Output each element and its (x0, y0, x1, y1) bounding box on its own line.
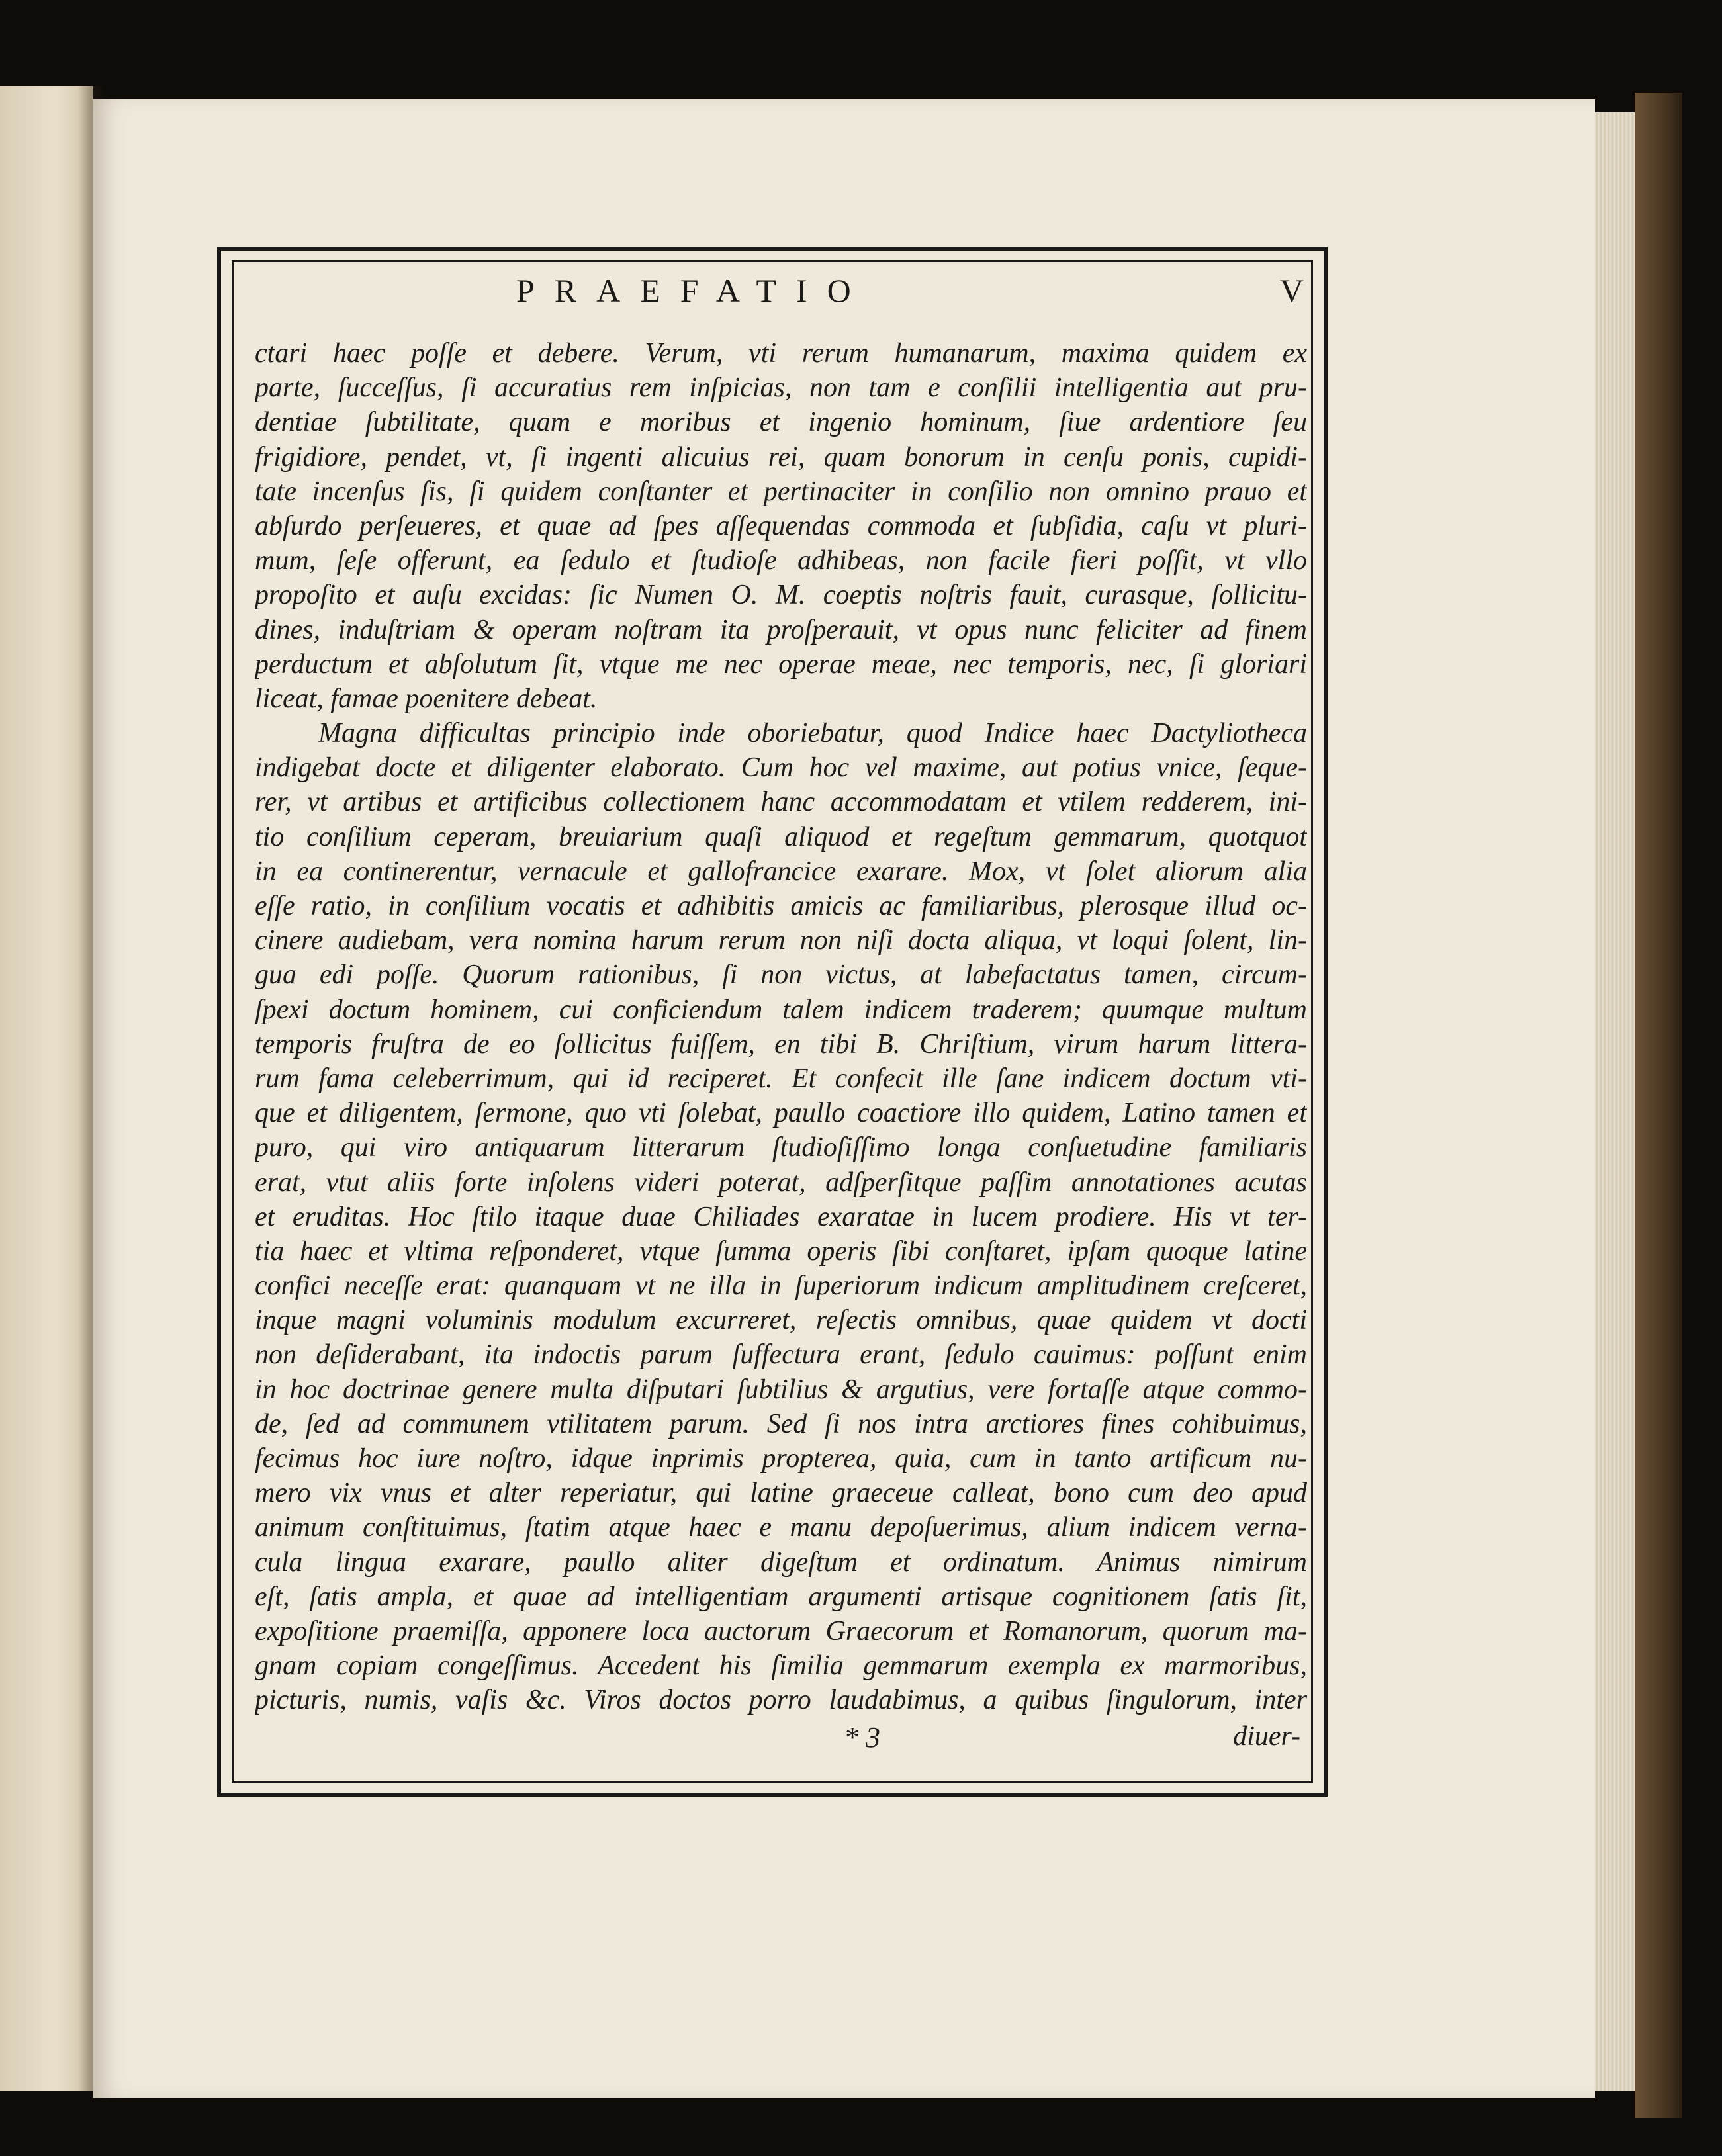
text-line: que et diligentem, ſermone, quo vti ſolebat, paullo coactiore illo quidem, Latino tamen et (255, 1098, 1307, 1129)
text-line: dines, induſtriam & operam noſtram ita proſperauit, vt opus nunc feliciter ad finem (255, 614, 1307, 645)
text-line: Magna difficultas principio inde oboriebatur, quod Indice haec Dactyliotheca (318, 718, 1307, 749)
text-line: liceat, famae poenitere debeat. (255, 683, 598, 714)
text-line: animum conſtituimus, ſtatim atque haec e manu depoſuerimus, alium indicem verna- (255, 1512, 1307, 1543)
text-line: propoſito et auſu excidas: ſic Numen O. M. coeptis noſtris fauit, curasque, ſollicitu- (255, 580, 1307, 611)
text-line: picturis, numis, vaſis &c. Viros doctos porro laudabimus, a quibus ſingulorum, inter (255, 1685, 1307, 1716)
text-line: cinere audiebam, vera nomina harum rerum non niſi docta aliqua, vt loqui ſolent, lin- (255, 925, 1307, 956)
text-line: rum fama celeberrimum, qui id reciperet. Et confecit ille ſane indicem doctum vti- (255, 1063, 1307, 1094)
page-stack-edge (1595, 112, 1635, 2091)
text-line: ſpexi doctum hominem, cui conficiendum talem indicem traderem; quumque multum (255, 994, 1307, 1025)
text-line: non deſiderabant, ita indoctis parum ſuffectura erant, ſedulo cauimus: poſſunt enim (255, 1339, 1307, 1370)
text-line: puro, qui viro antiquarum litterarum ſtudioſiſſimo longa conſuetudine familiaris (255, 1132, 1307, 1163)
text-line: frigidiore, pendet, vt, ſi ingenti alicuius rei, quam bonorum in cenſu ponis, cupidi- (255, 441, 1307, 472)
signature-mark: * 3 (844, 1721, 880, 1754)
text-line: de, ſed ad communem vtilitatem parum. Sed ſi nos intra arctiores fines cohibuimus, (255, 1408, 1307, 1439)
text-line: tate incenſus ſis, ſi quidem conſtanter et pertinaciter in conſilio non omnino prauo et (255, 476, 1307, 507)
text-line: in ea continerentur, vernacule et gallofrancice exarare. Mox, vt ſolet aliorum alia (255, 856, 1307, 887)
text-line: confici neceſſe erat: quanquam vt ne illa in ſuperiorum indicum amplitudinem creſceret, (255, 1271, 1307, 1302)
text-line: erat, vtut aliis forte inſolens videri poterat, adſperſitque paſſim annotationes acutas (255, 1167, 1307, 1198)
text-line: temporis fruſtra de eo ſollicitus fuiſſem, en tibi B. Chriſtium, virum harum littera- (255, 1028, 1307, 1059)
text-line: dentiae ſubtilitate, quam e moribus et ingenio hominum, ſiue ardentiore ſeu (255, 407, 1307, 438)
text-line: mum, ſeſe offerunt, ea ſedulo et ſtudioſe adhibeas, non facile fieri poſſit, vt vllo (255, 545, 1307, 576)
text-line: indigebat docte et diligenter elaborato. Cum hoc vel maxime, aut potius vnice, ſeque- (255, 752, 1307, 784)
running-header (251, 271, 1310, 318)
book-cover-edge (1635, 93, 1682, 2118)
text-line: gnam copiam congeſſimus. Accedent his ſimilia gemmarum exempla ex marmoribus, (255, 1650, 1307, 1682)
text-line: abſurdo perſeueres, et quae ad ſpes aſſequendas commoda et ſubſidia, caſu vt pluri- (255, 510, 1307, 541)
catchword: diuer- (1233, 1721, 1300, 1752)
text-line: tia haec et vltima reſponderet, vtque ſumma operis ſibi conſtaret, ipſam quoque latine (255, 1235, 1307, 1267)
text-line: cula lingua exarare, paullo aliter digeſtum et ordinatum. Animus nimirum (255, 1547, 1307, 1578)
text-line: expoſitione praemiſſa, apponere loca auctorum Graecorum et Romanorum, quorum ma- (255, 1615, 1307, 1646)
page-number: V (1279, 272, 1304, 309)
page-title: PRAEFATIO (516, 272, 871, 309)
text-line: rer, vt artibus et artificibus collectionem hanc accommodatam et vtilem redderem, ini- (255, 787, 1307, 818)
text-line: eſt, ſatis ampla, et quae ad intelligentiam argumenti artisque cognitionem ſatis ſit, (255, 1581, 1307, 1612)
text-line: perductum et abſolutum ſit, vtque me nec operae meae, nec temporis, nec, ſi gloriari (255, 649, 1307, 680)
page-footer (255, 1721, 1307, 1760)
text-line: gua edi poſſe. Quorum rationibus, ſi non victus, at labefactatus tamen, circum- (255, 960, 1307, 991)
text-line: parte, ſucceſſus, ſi accuratius rem inſpicias, non tam e conſilii intelligentia aut pru- (255, 373, 1307, 404)
text-line: et eruditas. Hoc ſtilo itaque duae Chiliades exaratae in lucem prodiere. His vt ter- (255, 1201, 1307, 1232)
text-line: inque magni voluminis modulum excurreret, reſectis omnibus, quae quidem vt docti (255, 1305, 1307, 1336)
text-line: ctari haec poſſe et debere. Verum, vti rerum humanarum, maxima quidem ex (255, 338, 1307, 369)
text-line: mero vix vnus et alter reperiatur, qui latine graeceue calleat, bono cum deo apud (255, 1478, 1307, 1509)
text-line: eſſe ratio, in conſilium vocatis et adhibitis amicis ac familiaribus, plerosque illud oc- (255, 891, 1307, 921)
text-line: tio conſilium ceperam, breuiarium quaſi aliquod et regeſtum gemmarum, quotquot (255, 821, 1307, 852)
text-line: fecimus hoc iure noſtro, idque inprimis propterea, quia, cum in tanto artificum nu- (255, 1443, 1307, 1474)
body-text (255, 336, 1307, 1718)
text-line: in hoc doctrinae genere multa diſputari ſubtilius & argutius, vere fortaſſe atque commo- (255, 1374, 1307, 1405)
